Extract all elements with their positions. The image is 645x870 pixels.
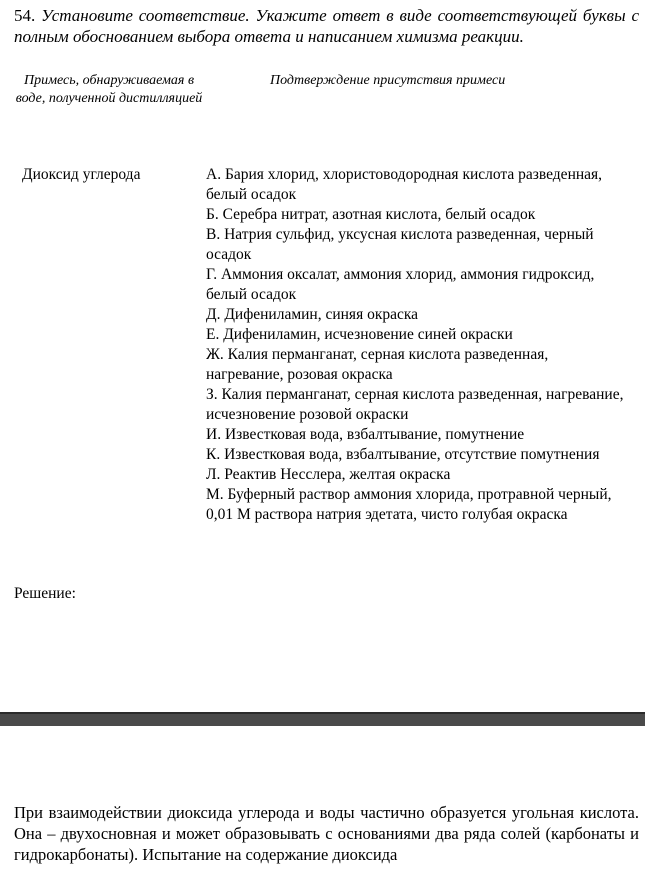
option-b: Б. Серебра нитрат, азотная кислота, белый осадок (206, 206, 536, 223)
options-list (206, 165, 626, 525)
option-v: В. Натрия сульфид, уксусная кислота разведенная, черный осадок (206, 226, 594, 263)
option-g: Г. Аммония оксалат, аммония хлорид, аммония гидроксид, белый осадок (206, 266, 595, 303)
question-number: 54. (14, 6, 36, 25)
option-e: Е. Дифениламин, исчезновение синей окраски (206, 326, 513, 343)
question-header (14, 5, 639, 47)
option-z: З. Калия перманганат, серная кислота разведенная, нагревание, исчезновение розовой окраски (206, 386, 624, 423)
option-i: И. Известковая вода, взбалтывание, помутнение (206, 426, 525, 443)
page-divider-edge (0, 712, 645, 714)
option-k: К. Известковая вода, взбалтывание, отсутствие помутнения (206, 446, 600, 463)
impurity-name: Диоксид углерода (22, 166, 141, 183)
option-l: Л. Реактив Несслера, желтая окраска (206, 466, 451, 483)
option-m: М. Буферный раствор аммония хлорида, протравной черный, 0,01 М раствора натрия эдетата, чисто голубая окраска (206, 486, 612, 523)
column-header-confirmation: Подтверждение присутствия примеси (270, 73, 506, 88)
page-divider (0, 712, 645, 726)
solution-text: При взаимодействии диоксида углерода и воды частично образуется угольная кислота. Она – двухосновная и может образовывать с основаниями два ряда солей (карбонаты и гидрокарбонаты). Испытание на содержание диоксида (14, 803, 639, 864)
column-header-impurity: Примесь, обнаруживаемая в воде, полученной дистилляцией (15, 73, 203, 106)
solution-label: Решение: (14, 585, 76, 602)
option-a: А. Бария хлорид, хлористоводородная кислота разведенная, белый осадок (206, 166, 603, 203)
question-task: Установите соответствие. Укажите ответ в виде соответствующей буквы с полным обоснованием выбора ответа и написанием химизма реакции. (14, 6, 639, 46)
option-d: Д. Дифениламин, синяя окраска (206, 306, 419, 323)
option-zh: Ж. Калия перманганат, серная кислота разведенная, нагревание, розовая окраска (206, 346, 549, 383)
